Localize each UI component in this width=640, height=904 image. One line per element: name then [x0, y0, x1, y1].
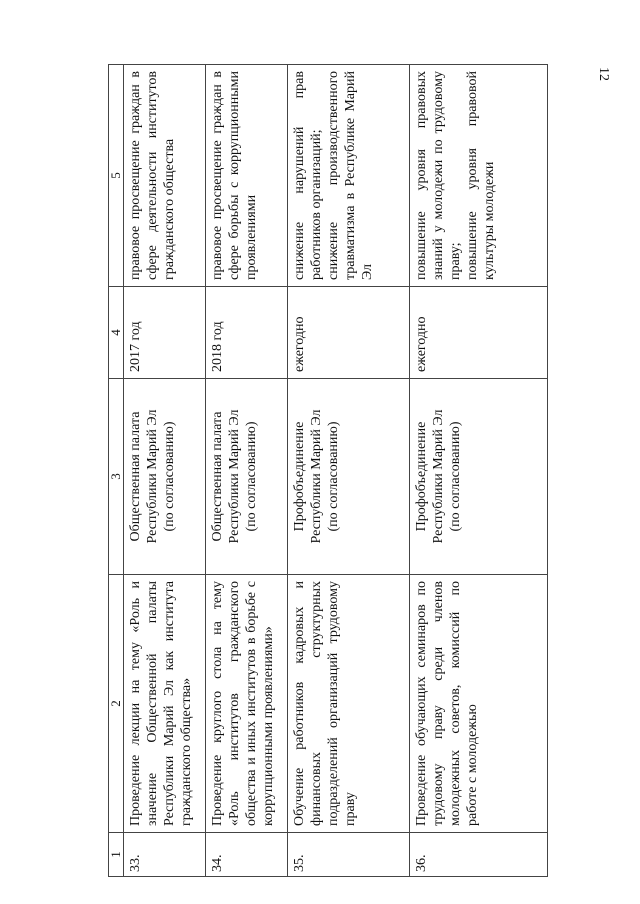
result-cell: правовое просвещение граждан в сфере деятельности институтов гражданского общества — [124, 65, 206, 287]
event-cell: Проведение обучающих семинаров по трудовому праву среди членов молодежных советов, комиссий по работе с молодежью — [410, 575, 548, 833]
column-header-1: 1 — [109, 833, 124, 877]
term-cell: 2017 год — [124, 287, 206, 379]
column-header-3: 3 — [109, 379, 124, 575]
term-cell: ежегодно — [410, 287, 548, 379]
row-number: 33. — [124, 833, 206, 877]
term-cell: ежегодно — [288, 287, 410, 379]
event-cell: Проведение круглого стола на тему «Роль институтов гражданского общества и иных институтов в борьбе с коррупционными проявлениями» — [206, 575, 288, 833]
page-number: 12 — [596, 67, 611, 81]
column-header-5: 5 — [109, 65, 124, 287]
executor-cell: Общественная палата Республики Марий Эл (по согласованию) — [124, 379, 206, 575]
row-number: 36. — [410, 833, 548, 877]
column-header-2: 2 — [109, 575, 124, 833]
executor-cell: Профобъединение Республики Марий Эл (по согласованию) — [410, 379, 548, 575]
row-number: 35. — [288, 833, 410, 877]
measures-table — [108, 64, 548, 877]
term-cell: 2018 год — [206, 287, 288, 379]
column-header-4: 4 — [109, 287, 124, 379]
table-row — [410, 65, 548, 877]
table-row — [206, 65, 288, 877]
event-cell: Обучение работников кадровых и финансовых структурных подразделений организаций трудовому праву — [288, 575, 410, 833]
event-cell: Проведение лекции на тему «Роль и значение Общественной палаты Республики Марий Эл как института гражданского общества» — [124, 575, 206, 833]
executor-cell: Профобъединение Республики Марий Эл (по согласованию) — [288, 379, 410, 575]
executor-cell: Общественная палата Республики Марий Эл (по согласованию) — [206, 379, 288, 575]
table-row — [288, 65, 410, 877]
row-number: 34. — [206, 833, 288, 877]
result-cell: правовое просвещение граждан в сфере борьбы с коррупционными проявлениями — [206, 65, 288, 287]
result-cell: повышение уровня правовых знаний у молодежи по трудовому праву; повышение уровня правовой культуры молодежи — [410, 65, 548, 287]
result-cell: снижение нарушений прав работников организаций; снижение производственного травматизма в Республике Марий Эл — [288, 65, 410, 287]
measures-table-wrapper — [108, 65, 548, 877]
header-row — [109, 65, 124, 877]
table-row — [124, 65, 206, 877]
